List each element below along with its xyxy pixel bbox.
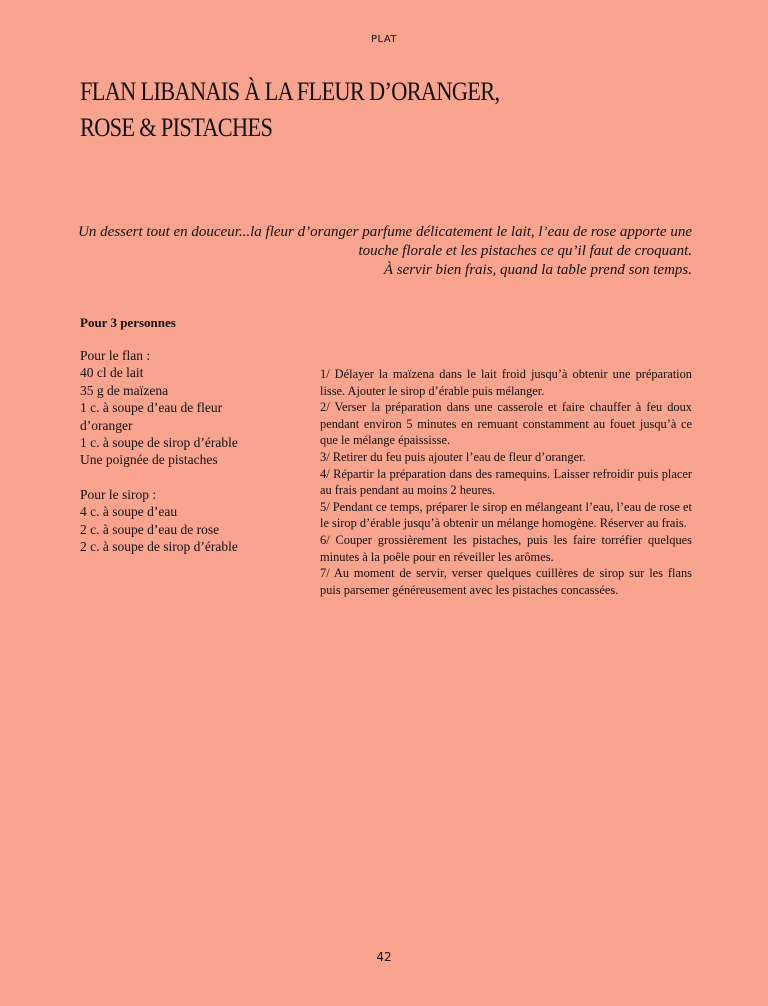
recipe-step: 7/ Au moment de servir, verser quelques cuillères de sirop sur les flans puis parsemer généreusement avec les pistaches concassées. <box>320 566 692 597</box>
recipe-step: 2/ Verser la préparation dans une casserole et faire chauffer à feu doux pendant environ 5 minutes en remuant constamment au fouet jusqu’à ce que le mélange épaississe. <box>320 400 692 448</box>
ingredients-flan-heading: Pour le flan : <box>80 348 151 363</box>
page-number: 42 <box>376 950 392 964</box>
ingredient-item: d’oranger <box>80 417 133 433</box>
ingredient-item: 4 c. à soupe d’eau <box>80 504 178 520</box>
ingredients-flan <box>80 347 280 469</box>
ingredient-item: 1 c. à soupe d’eau de fleur <box>80 400 223 416</box>
page-title <box>80 74 613 146</box>
ingredients-sirop-heading: Pour le sirop : <box>80 486 157 502</box>
ingredient-item: 1 c. à soupe de sirop d’érable <box>80 435 238 451</box>
title-line-2: ROSE & PISTACHES <box>80 113 273 142</box>
ingredient-item: 40 cl de lait <box>80 365 144 381</box>
section-header: PLAT <box>370 34 397 45</box>
recipe-step: 6/ Couper grossièrement les pistaches, puis les faire torréfier quelques minutes à la poêle pour en réveiller les arômes. <box>320 532 692 564</box>
intro-line: touche florale et les pistaches ce qu’il faut de croquant. <box>358 243 692 259</box>
ingredient-item: Une poignée de pistaches <box>80 452 218 468</box>
intro-paragraph <box>72 223 692 280</box>
ingredient-item: 2 c. à soupe de sirop d’érable <box>80 539 238 555</box>
ingredients-sirop <box>80 486 280 556</box>
intro-line: Un dessert tout en douceur...la fleur d’oranger parfume délicatement le lait, l’eau de rose apporte une <box>78 224 692 240</box>
title-line-1: FLAN LIBANAIS À LA FLEUR D’ORANGER, <box>80 77 500 106</box>
servings-label: Pour 3 personnes <box>80 315 176 330</box>
intro-line: À servir bien frais, quand la table prend son temps. <box>383 262 692 278</box>
recipe-step: 1/ Délayer la maïzena dans le lait froid jusqu’à obtenir une préparation lisse. Ajouter le sirop d’érable puis mélanger. <box>320 367 692 398</box>
ingredients-list <box>80 347 280 555</box>
recipe-step: 5/ Pendant ce temps, préparer le sirop en mélangeant l’eau, l’eau de rose et le sirop d’érable jusqu’à obtenir un mélange homogène. Réserver au frais. <box>320 499 692 531</box>
recipe-step: 4/ Répartir la préparation dans des ramequins. Laisser refroidir puis placer au frais pendant au moins 2 heures. <box>320 466 692 498</box>
ingredient-item: 35 g de maïzena <box>80 382 169 398</box>
recipe-step: 3/ Retirer du feu puis ajouter l’eau de fleur d’oranger. <box>320 449 586 464</box>
recipe-steps <box>320 366 692 598</box>
ingredient-item: 2 c. à soupe d’eau de rose <box>80 521 220 537</box>
